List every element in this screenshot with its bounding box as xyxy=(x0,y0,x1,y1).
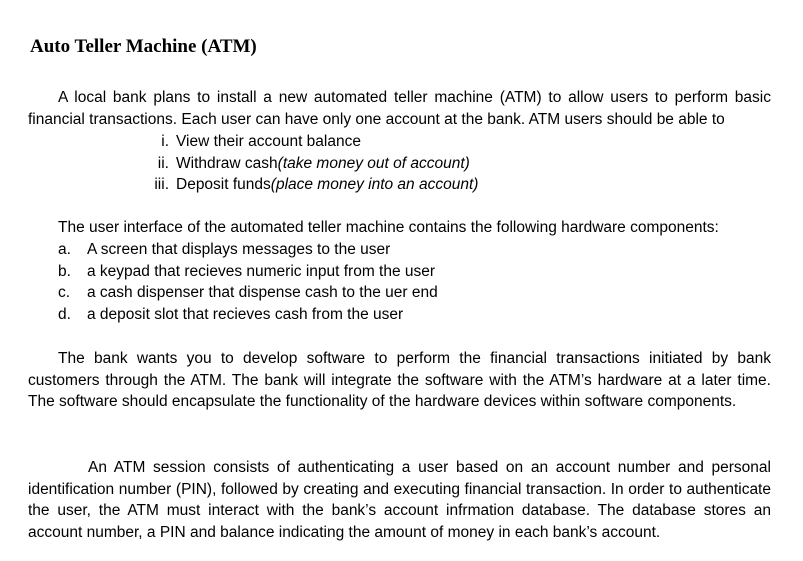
list-item-text: a keypad that recieves numeric input from the user xyxy=(87,262,436,280)
list-item-text: A screen that displays messages to the user xyxy=(87,241,391,258)
list-item xyxy=(136,131,478,153)
list-item xyxy=(58,282,438,304)
atm-actions-list xyxy=(136,131,478,196)
list-marker: i. xyxy=(161,133,169,150)
list-item-note: (place money into an account) xyxy=(270,176,479,194)
hardware-intro-paragraph xyxy=(28,217,771,239)
list-item-text: Withdraw cash xyxy=(176,154,278,172)
document-title: Auto Teller Machine (ATM) xyxy=(30,36,257,57)
intro-paragraph xyxy=(28,87,771,130)
list-marker: iii. xyxy=(154,176,169,194)
session-text: An ATM session consists of authenticating a user based on an account number and personal identification number (PIN), followed by creating and executing financial transaction. In order to authenticate the user, the ATM must interact with the bank’s account infrmation database. The database stores an account number, a PIN and balance indicating the amount of money in each bank’s account. xyxy=(28,459,771,542)
intro-text: A local bank plans to install a new automated teller machine (ATM) to allow users to perform basic financial transactions. Each user can have only one account at the bank. ATM users should be able to xyxy=(28,89,771,128)
list-item xyxy=(58,261,438,283)
session-paragraph xyxy=(28,457,771,544)
list-item-text: View their account balance xyxy=(176,133,361,150)
list-marker: c. xyxy=(58,284,71,302)
hardware-intro-text: The user interface of the automated teller machine contains the following hardware components: xyxy=(58,219,719,236)
list-marker: a. xyxy=(58,241,71,258)
list-item-text: a cash dispenser that dispense cash to the uer end xyxy=(87,284,438,302)
list-item-text: Deposit funds xyxy=(176,176,271,194)
list-marker: ii. xyxy=(157,154,169,172)
list-item xyxy=(136,174,478,196)
list-marker: b. xyxy=(58,262,71,280)
list-marker: d. xyxy=(58,306,71,324)
software-text: The bank wants you to develop software to perform the financial transactions initiated by bank customers through the ATM. The bank will integrate the software with the ATM’s hardware at a later time. The software should encapsulate the functionality of the hardware devices within software components. xyxy=(28,350,771,411)
list-item-text: a deposit slot that recieves cash from the user xyxy=(87,306,404,324)
list-item xyxy=(58,304,438,326)
list-item xyxy=(58,239,438,261)
hardware-list xyxy=(58,239,438,326)
list-item-note: (take money out of account) xyxy=(277,154,470,172)
software-paragraph xyxy=(28,348,771,413)
list-item xyxy=(136,153,478,175)
